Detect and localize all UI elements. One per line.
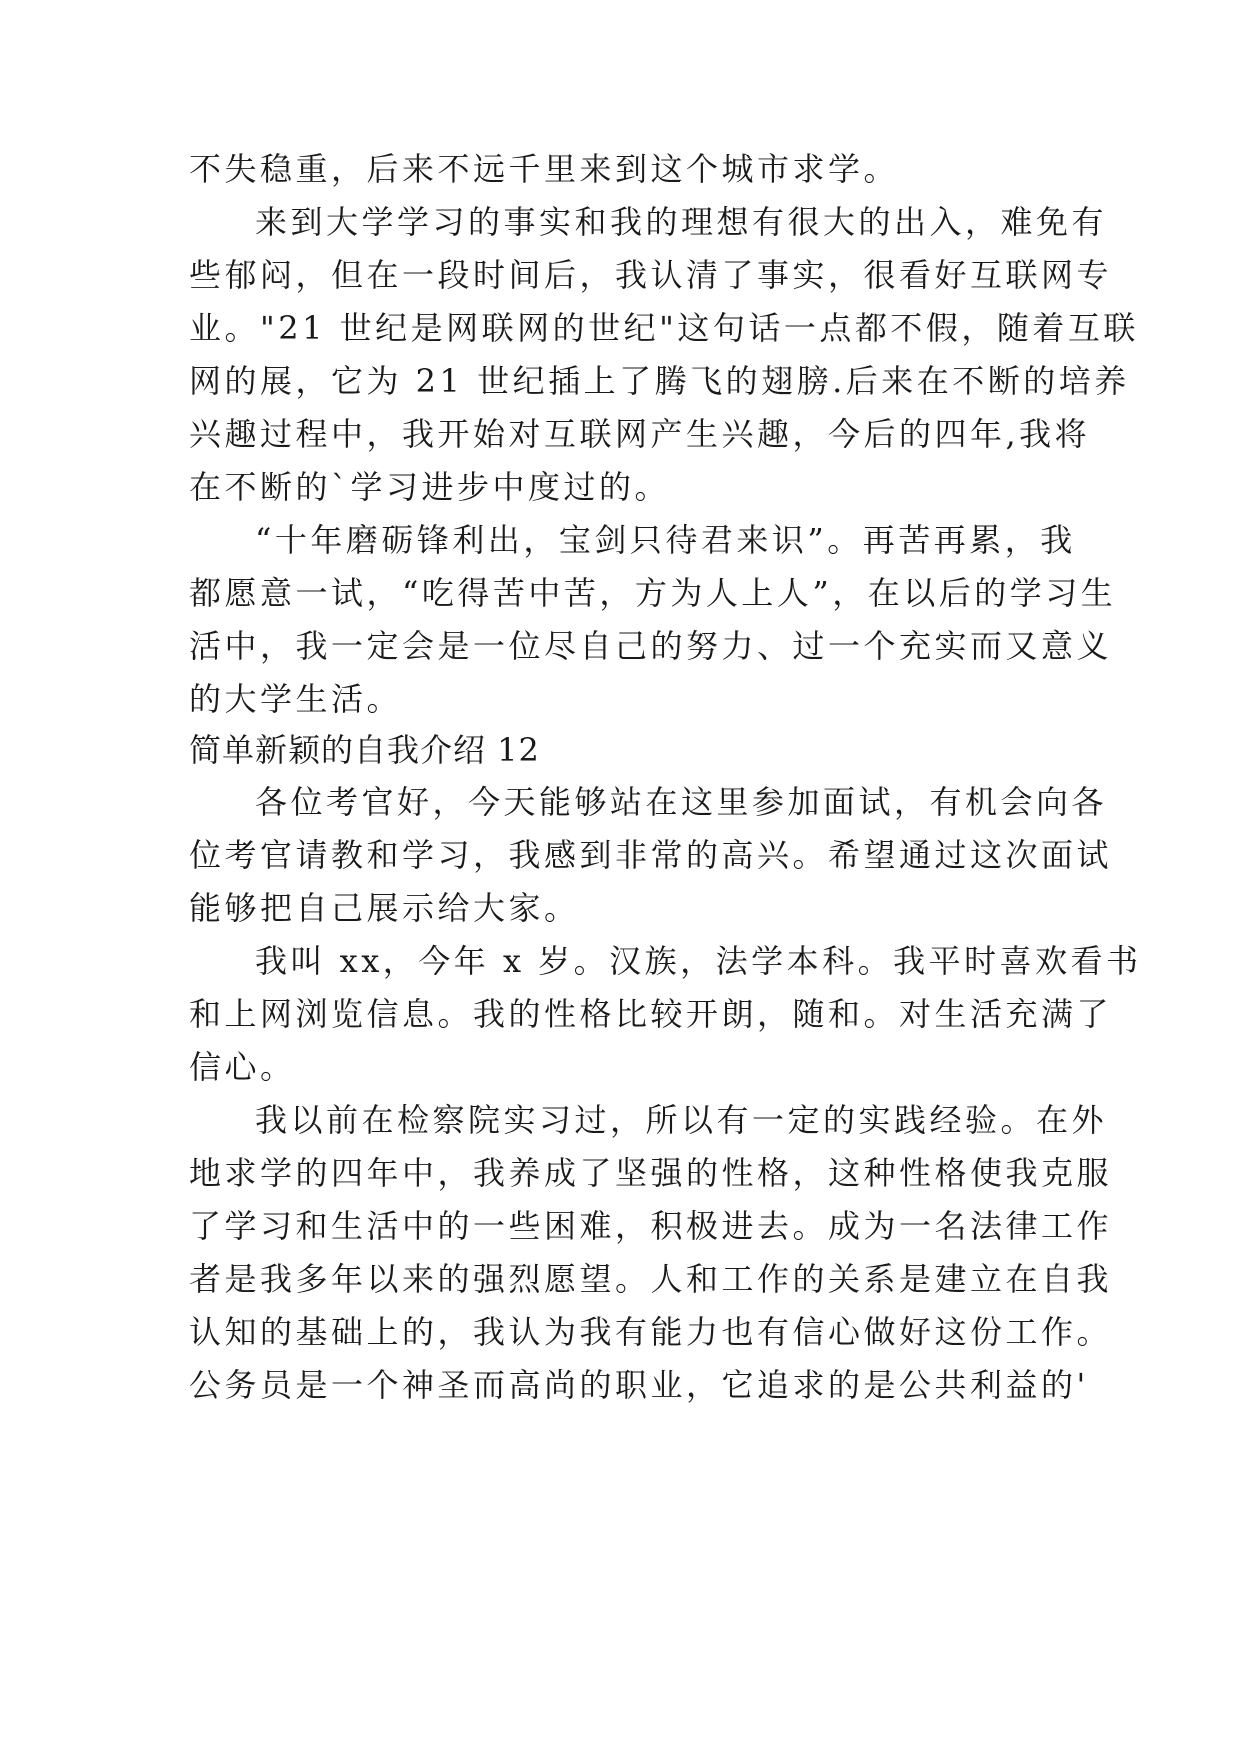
text-line: 能够把自己展示给大家。 — [189, 889, 580, 927]
text-line: 在不断的`学习进步中度过的。 — [189, 468, 671, 506]
text-line: 和上网浏览信息。我的性格比较开朗，随和。对生活充满了 — [189, 995, 1113, 1033]
text-line: 网的展，它为 21 世纪插上了腾飞的翅膀.后来在不断的培养 — [189, 362, 1130, 400]
text-line: 公务员是一个神圣而高尚的职业，它追求的是公共利益的' — [189, 1366, 1089, 1404]
paragraph-first-line: 我以前在检察院实习过，所以有一定的实践经验。在外 — [255, 1101, 1108, 1139]
text-line: 者是我多年以来的强烈愿望。人和工作的关系是建立在自我 — [189, 1260, 1113, 1298]
text-line: 些郁闷，但在一段时间后，我认清了事实，很看好互联网专 — [189, 256, 1113, 294]
text-line: 兴趣过程中，我开始对互联网产生兴趣，今后的四年,我将 — [189, 415, 1091, 453]
text-line: 不失稳重，后来不远千里来到这个城市求学。 — [189, 150, 900, 188]
paragraph-first-line: “十年磨砺锋利出，宝剑只待君来识”。再苦再累，我 — [255, 521, 1076, 559]
text-line: 活中，我一定会是一位尽自己的努力、过一个充实而又意义 — [189, 627, 1113, 665]
text-line: 都愿意一试，“吃得苦中苦，方为人上人”，在以后的学习生 — [189, 574, 1117, 612]
section-heading: 简单新颖的自我介绍 12 — [189, 731, 540, 769]
text-line: 信心。 — [189, 1048, 296, 1086]
text-line: 位考官请教和学习，我感到非常的高兴。希望通过这次面试 — [189, 836, 1113, 874]
paragraph-first-line: 来到大学学习的事实和我的理想有很大的出入，难免有 — [255, 203, 1108, 241]
text-line: 的大学生活。 — [189, 680, 403, 718]
paragraph-first-line: 各位考官好，今天能够站在这里参加面试，有机会向各 — [255, 783, 1108, 821]
paragraph-first-line: 我叫 xx，今年 x 岁。汉族，法学本科。我平时喜欢看书 — [255, 942, 1142, 980]
text-line: 业。"21 世纪是网联网的世纪"这句话一点都不假，随着互联 — [189, 309, 1139, 347]
text-line: 了学习和生活中的一些困难，积极进去。成为一名法律工作 — [189, 1207, 1113, 1245]
text-line: 地求学的四年中，我养成了坚强的性格，这种性格使我克服 — [189, 1154, 1113, 1192]
text-line: 认知的基础上的，我认为我有能力也有信心做好这份工作。 — [189, 1313, 1113, 1351]
